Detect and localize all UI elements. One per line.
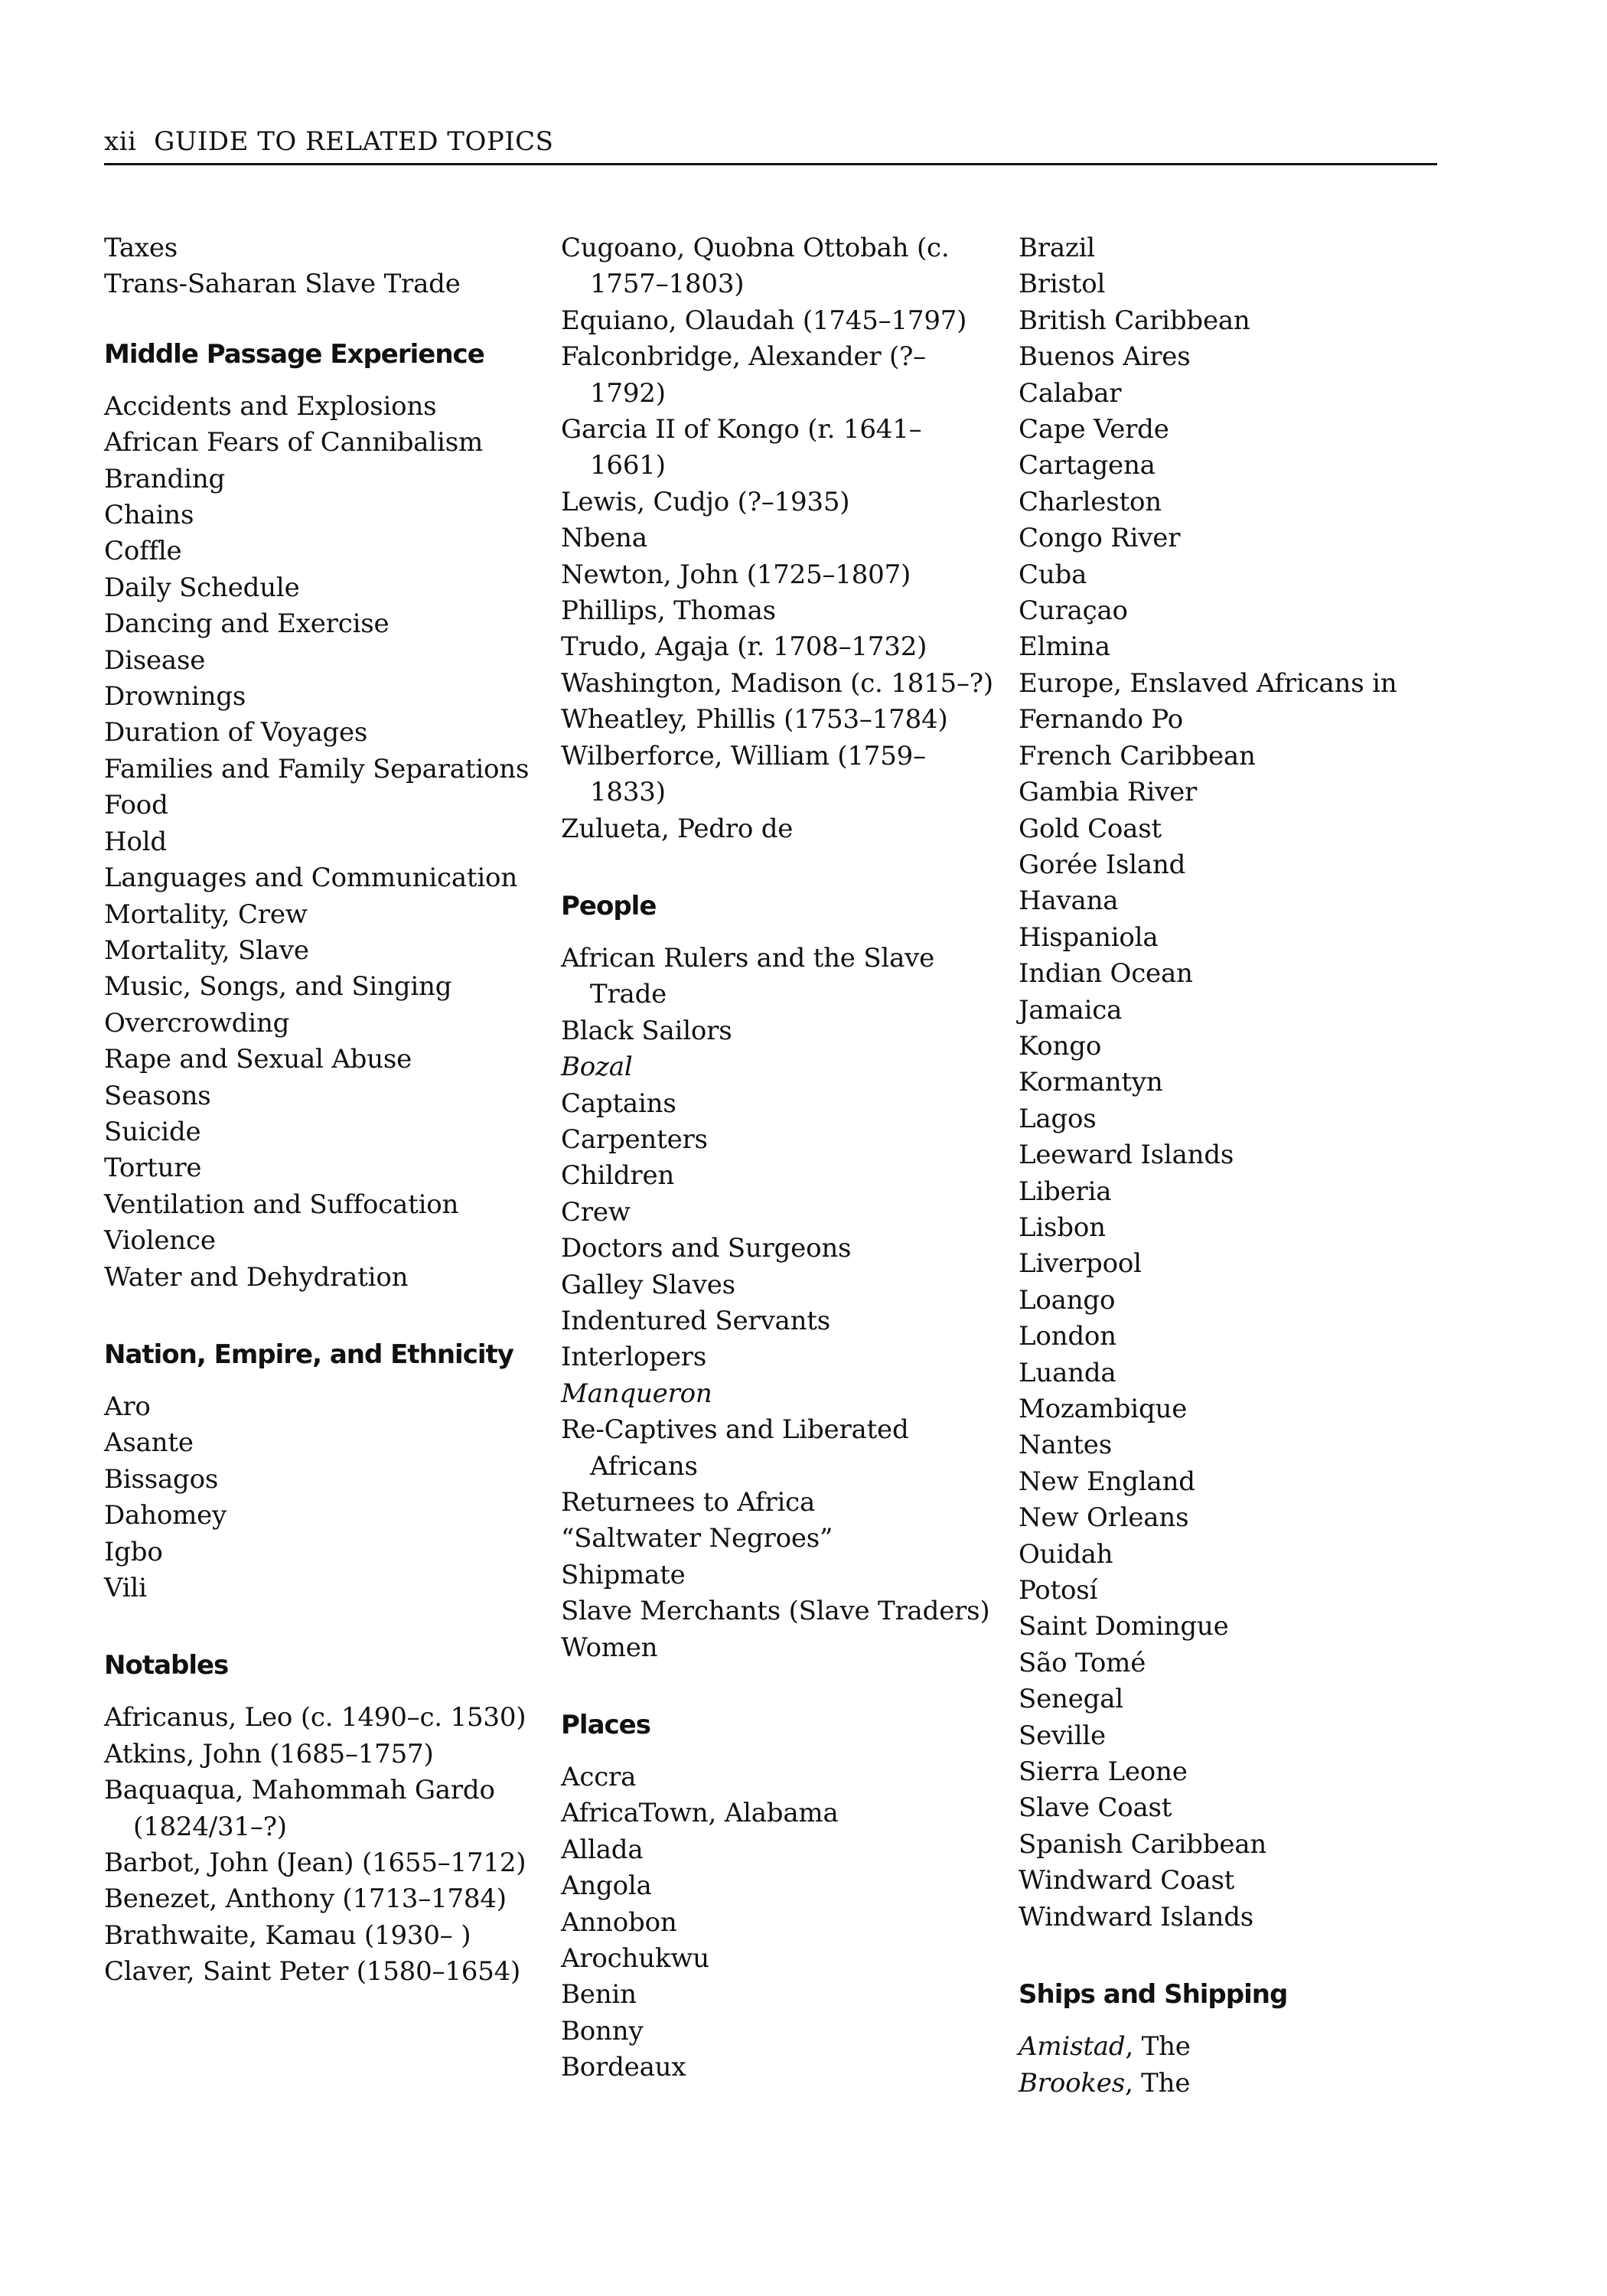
list-item: Languages and Communication bbox=[104, 863, 518, 894]
list-item: Trudo, Agaja (r. 1708–1732) bbox=[561, 631, 927, 663]
list-item: Allada bbox=[561, 1834, 644, 1865]
list-item: Nantes bbox=[1019, 1430, 1112, 1461]
list-item: Charleston bbox=[1019, 486, 1162, 517]
list-item: Sierra Leone bbox=[1019, 1756, 1188, 1788]
list-item: Brathwaite, Kamau (1930– ) bbox=[104, 1919, 471, 1951]
list-item: Food bbox=[104, 790, 168, 821]
list-item: Overcrowding bbox=[104, 1007, 290, 1039]
list-item: Bonny bbox=[561, 2015, 644, 2047]
list-item: Music, Songs, and Singing bbox=[104, 971, 452, 1003]
list-item: Barbot, John (Jean) (1655–1712) bbox=[104, 1848, 526, 1879]
list-item: Benin bbox=[561, 1979, 637, 2011]
section-title-middle-passage: Middle Passage Experience bbox=[104, 338, 484, 370]
list-item: Shipmate bbox=[561, 1559, 686, 1590]
notables-list bbox=[104, 1700, 533, 1990]
list-item: Captains bbox=[561, 1088, 676, 1119]
top-list bbox=[104, 230, 533, 303]
list-item: Asante bbox=[104, 1427, 194, 1459]
list-item: Gorée Island bbox=[1019, 849, 1186, 880]
list-item: Igbo bbox=[104, 1536, 163, 1567]
list-item: African Rulers and the Slave Trade bbox=[561, 942, 935, 1010]
list-item: Liberia bbox=[1019, 1176, 1112, 1207]
list-item: Annobon bbox=[561, 1906, 677, 1938]
list-item: Potosí bbox=[1019, 1575, 1098, 1606]
list-item: Arochukwu bbox=[561, 1943, 709, 1975]
list-item: Loango bbox=[1019, 1284, 1116, 1316]
list-item: Women bbox=[561, 1632, 658, 1663]
list-item: Manqueron bbox=[561, 1378, 712, 1409]
list-item: Accidents and Explosions bbox=[104, 390, 437, 422]
list-item: New England bbox=[1019, 1466, 1195, 1497]
list-item: Bozal bbox=[561, 1052, 633, 1083]
list-item: Black Sailors bbox=[561, 1015, 732, 1046]
list-item: Hold bbox=[104, 826, 167, 857]
list-item: Kongo bbox=[1019, 1030, 1102, 1062]
list-item: Mozambique bbox=[1019, 1394, 1188, 1424]
list-item: Dancing and Exercise bbox=[104, 608, 390, 640]
list-item: Branding bbox=[104, 463, 226, 494]
list-item: Families and Family Separations bbox=[104, 753, 530, 784]
list-item: Accra bbox=[561, 1762, 637, 1793]
places-list bbox=[561, 1760, 993, 2086]
list-item: Mortality, Slave bbox=[104, 934, 309, 966]
list-item: Baquaqua, Mahommah Gardo (1824/31–?) bbox=[104, 1775, 495, 1842]
section-title-nation: Nation, Empire, and Ethnicity bbox=[104, 1339, 513, 1370]
list-item: Torture bbox=[104, 1153, 202, 1184]
list-item: “Saltwater Negroes” bbox=[561, 1523, 833, 1554]
list-item: Seville bbox=[1019, 1720, 1106, 1751]
list-item: Returnees to Africa bbox=[561, 1487, 816, 1518]
list-item: Senegal bbox=[1019, 1684, 1123, 1715]
list-item: Lagos bbox=[1019, 1103, 1097, 1134]
list-item: Indian Ocean bbox=[1019, 958, 1193, 990]
list-item: Luanda bbox=[1019, 1357, 1116, 1388]
ship-name: Brookes bbox=[1019, 2067, 1125, 2099]
list-item: New Orleans bbox=[1019, 1502, 1189, 1534]
list-item: Indentured Servants bbox=[561, 1305, 830, 1336]
list-item: Saint Domingue bbox=[1019, 1611, 1229, 1642]
list-item: Children bbox=[561, 1160, 675, 1192]
section-title-people: People bbox=[561, 890, 657, 921]
list-item: Nbena bbox=[561, 523, 647, 554]
list-item: Claver, Saint Peter (1580–1654) bbox=[104, 1956, 521, 1988]
list-item: Galley Slaves bbox=[561, 1269, 735, 1300]
list-item: Slave Coast bbox=[1019, 1792, 1172, 1824]
list-item: Buenos Aires bbox=[1019, 341, 1191, 373]
list-item: Violence bbox=[104, 1225, 216, 1257]
list-item: Lisbon bbox=[1019, 1212, 1106, 1243]
list-item: Vili bbox=[104, 1573, 147, 1603]
ship-name: Amistad bbox=[1019, 2031, 1126, 2063]
places-continued-list bbox=[1019, 230, 1447, 1936]
list-item: Falconbridge, Alexander (?–1792) bbox=[561, 341, 926, 409]
list-item: Carpenters bbox=[561, 1124, 708, 1155]
list-item: Europe, Enslaved Africans in bbox=[1019, 667, 1397, 699]
list-item: Washington, Madison (c. 1815–?) bbox=[561, 667, 993, 699]
list-item: AfricaTown, Alabama bbox=[561, 1798, 839, 1829]
list-item: Phillips, Thomas bbox=[561, 595, 776, 627]
people-list bbox=[561, 941, 993, 1666]
list-item: Garcia II of Kongo (r. 1641–1661) bbox=[561, 414, 922, 481]
list-item: Coffle bbox=[104, 536, 182, 567]
list-item: Gold Coast bbox=[1019, 813, 1162, 844]
nation-list bbox=[104, 1389, 533, 1606]
list-item: Brookes, The bbox=[1019, 2067, 1191, 2099]
list-item: Water and Dehydration bbox=[104, 1261, 409, 1293]
list-item: Windward Coast bbox=[1019, 1865, 1235, 1896]
list-item: Atkins, John (1685–1757) bbox=[104, 1738, 434, 1769]
list-item: Cartagena bbox=[1019, 450, 1156, 481]
list-item: French Caribbean bbox=[1019, 740, 1256, 771]
list-item: Bristol bbox=[1019, 269, 1106, 300]
list-item: Amistad, The bbox=[1019, 2031, 1191, 2063]
list-item: African Fears of Cannibalism bbox=[104, 427, 484, 458]
list-item: São Tomé bbox=[1019, 1647, 1146, 1678]
running-header bbox=[104, 125, 1437, 158]
list-item: Curaçao bbox=[1019, 595, 1128, 627]
list-item: Angola bbox=[561, 1870, 652, 1902]
list-item: Leeward Islands bbox=[1019, 1140, 1234, 1171]
list-item: Spanish Caribbean bbox=[1019, 1828, 1267, 1860]
list-item: Windward Islands bbox=[1019, 1901, 1254, 1932]
page-number: xii bbox=[104, 126, 137, 157]
list-item: Interlopers bbox=[561, 1342, 707, 1373]
list-item: Daily Schedule bbox=[104, 572, 300, 603]
list-item: Africanus, Leo (c. 1490–c. 1530) bbox=[104, 1702, 526, 1733]
column-1 bbox=[104, 230, 533, 1991]
list-item: British Caribbean bbox=[1019, 305, 1250, 336]
list-item: Lewis, Cudjo (?–1935) bbox=[561, 486, 850, 517]
list-item: Cuba bbox=[1019, 559, 1087, 590]
list-item: Ventilation and Suffocation bbox=[104, 1189, 459, 1220]
list-item: Gambia River bbox=[1019, 777, 1198, 808]
list-item: Rape and Sexual Abuse bbox=[104, 1044, 412, 1075]
list-item: Hispaniola bbox=[1019, 921, 1159, 953]
list-item: Mortality, Crew bbox=[104, 899, 308, 930]
list-item: Slave Merchants (Slave Traders) bbox=[561, 1596, 990, 1627]
list-item: Equiano, Olaudah (1745–1797) bbox=[561, 305, 967, 336]
list-item: Re-Captives and Liberated Africans bbox=[561, 1414, 909, 1482]
list-item: Cugoano, Quobna Ottobah (c. 1757–1803) bbox=[561, 233, 950, 300]
list-item: Jamaica bbox=[1019, 994, 1123, 1026]
list-item: Disease bbox=[104, 644, 206, 676]
list-item: Ouidah bbox=[1019, 1538, 1113, 1570]
section-title-places: Places bbox=[561, 1710, 650, 1741]
section-title-notables: Notables bbox=[104, 1650, 229, 1681]
list-item: Brazil bbox=[1019, 233, 1095, 263]
list-item: Wilberforce, William (1759–1833) bbox=[561, 740, 926, 808]
list-item: Kormantyn bbox=[1019, 1067, 1163, 1098]
list-item: Newton, John (1725–1807) bbox=[561, 559, 911, 590]
column-2 bbox=[561, 230, 993, 2086]
list-item: Calabar bbox=[1019, 377, 1122, 409]
list-item: Bissagos bbox=[104, 1463, 219, 1495]
running-title: GUIDE TO RELATED TOPICS bbox=[154, 126, 554, 157]
list-item: Congo River bbox=[1019, 523, 1181, 554]
list-item: Aro bbox=[104, 1391, 151, 1422]
section-title-ships: Ships and Shipping bbox=[1019, 1979, 1288, 2011]
list-item: London bbox=[1019, 1321, 1116, 1352]
header-rule bbox=[104, 163, 1437, 165]
list-item: Doctors and Surgeons bbox=[561, 1233, 852, 1264]
list-item: Suicide bbox=[104, 1116, 201, 1147]
list-item: Elmina bbox=[1019, 631, 1110, 663]
list-item: Seasons bbox=[104, 1080, 211, 1111]
list-item: Fernando Po bbox=[1019, 704, 1183, 735]
list-item: Cape Verde bbox=[1019, 414, 1169, 445]
column-3 bbox=[1019, 230, 1447, 2102]
list-item: Havana bbox=[1019, 885, 1119, 917]
list-item: Crew bbox=[561, 1196, 631, 1228]
list-item: Dahomey bbox=[104, 1500, 227, 1531]
list-item: Trans-Saharan Slave Trade bbox=[104, 269, 461, 300]
middle-passage-list bbox=[104, 389, 533, 1296]
list-item: Benezet, Anthony (1713–1784) bbox=[104, 1883, 507, 1915]
list-item: Liverpool bbox=[1019, 1248, 1142, 1280]
list-item: Zulueta, Pedro de bbox=[561, 813, 794, 844]
list-item: Wheatley, Phillis (1753–1784) bbox=[561, 704, 948, 735]
list-item: Chains bbox=[104, 500, 194, 531]
list-item: Duration of Voyages bbox=[104, 717, 368, 748]
list-item: Drownings bbox=[104, 681, 246, 713]
ships-list bbox=[1019, 2029, 1447, 2102]
list-item: Bordeaux bbox=[561, 2052, 686, 2083]
list-item: Taxes bbox=[104, 233, 178, 263]
notables-continued-list bbox=[561, 230, 993, 847]
